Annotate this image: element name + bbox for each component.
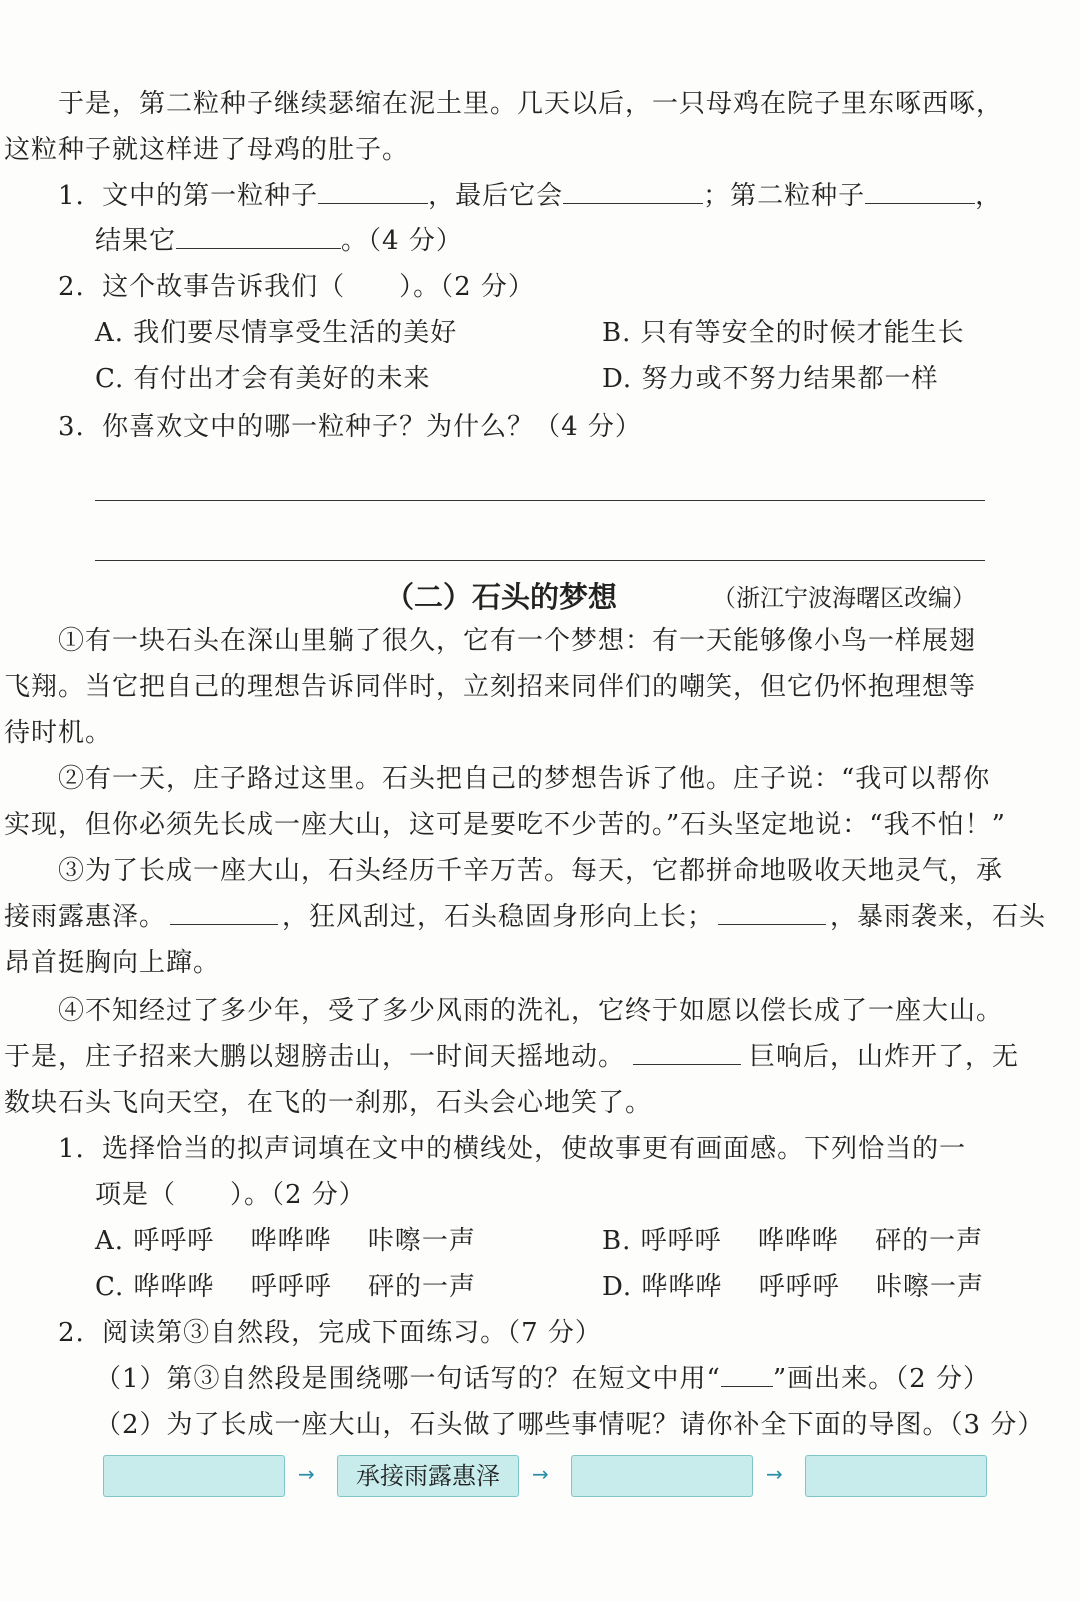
paragraph-text: 接雨露惠泽。 xyxy=(4,902,167,932)
section-source: （浙江宁波海曙区改编） xyxy=(712,584,976,612)
question-text: ”画出来。（2 分） xyxy=(772,1364,990,1394)
question-3 xyxy=(58,410,642,444)
arrow-right-icon: → xyxy=(766,1462,783,1486)
option-d[interactable]: D. 哗哗哗 呼呼呼 咔嚓一声 xyxy=(602,1272,984,1302)
passage1-line: 于是，第二粒种子继续瑟缩在泥土里。几天以后，一只母鸡在院子里东啄西啄， xyxy=(58,89,1004,119)
paragraph-line: ③为了长成一座大山，石头经历千辛万苦。每天，它都拼命地吸收天地灵气，承 xyxy=(58,856,1004,886)
paragraph-line: 昂首挺胸向上蹿。 xyxy=(4,948,221,978)
flow-box-filled: 承接雨露惠泽 xyxy=(337,1455,519,1497)
option-a[interactable]: A. 呼呼呼 哗哗哗 咔嚓一声 xyxy=(95,1226,476,1256)
underline-sample xyxy=(721,1362,773,1387)
option-b[interactable]: B. 呼呼呼 哗哗哗 砰的一声 xyxy=(602,1226,984,1256)
answer-blank[interactable] xyxy=(318,179,428,204)
option-b[interactable]: B. 只有等安全的时候才能生长 xyxy=(602,318,965,348)
paragraph-line: ④不知经过了多少年，受了多少风雨的洗礼，它终于如愿以偿长成了一座大山。 xyxy=(58,996,1004,1026)
option-a[interactable]: A. 我们要尽情享受生活的美好 xyxy=(95,318,458,348)
question-text: 阅读第③自然段，完成下面练习。（7 分） xyxy=(102,1318,602,1348)
option-c[interactable]: C. 哗哗哗 呼呼呼 砰的一声 xyxy=(95,1272,477,1302)
answer-blank[interactable] xyxy=(563,179,703,204)
question-number: 3. xyxy=(58,412,85,442)
paragraph-line: 实现，但你必须先长成一座大山，这可是要吃不少苦的。”石头坚定地说：“我不怕！” xyxy=(4,810,1006,840)
sub-question-1 xyxy=(95,1362,990,1396)
question-text: 你喜欢文中的哪一粒种子？为什么？（4 分） xyxy=(102,412,642,442)
paragraph-text: ，狂风刮过，石头稳固身形向上长； xyxy=(282,902,715,932)
passage1-line: 这粒种子就这样进了母鸡的肚子。 xyxy=(4,135,410,165)
answer-blank[interactable] xyxy=(176,224,341,249)
paragraph-text: 于是，庄子招来大鹏以翅膀击山，一时间天摇地动。 xyxy=(4,1042,626,1072)
question-text: 项是（ ）。（2 分） xyxy=(95,1180,366,1210)
flow-box-empty[interactable] xyxy=(571,1455,753,1497)
option-c[interactable]: C. 有付出才会有美好的未来 xyxy=(95,364,431,394)
question-1 xyxy=(58,179,1002,213)
paragraph-line: 飞翔。当它把自己的理想告诉同伴时，立刻招来同伴们的嘲笑，但它仍怀抱理想等 xyxy=(4,672,977,702)
question-number: 2. xyxy=(58,272,85,302)
paragraph-line xyxy=(4,900,1046,934)
flow-box-empty[interactable] xyxy=(103,1455,285,1497)
paragraph-text: ，暴雨袭来，石头 xyxy=(830,902,1047,932)
question-text: 选择恰当的拟声词填在文中的横线处，使故事更有画面感。下列恰当的一 xyxy=(102,1134,967,1164)
paragraph-line: 数块石头飞向天空，在飞的一刹那，石头会心地笑了。 xyxy=(4,1088,653,1118)
answer-line[interactable] xyxy=(95,500,985,501)
section-title: （二）石头的梦想 xyxy=(385,580,618,614)
question-score: 。（4 分） xyxy=(341,226,463,256)
question-text: （1）第③自然段是围绕哪一句话写的？在短文中用“ xyxy=(95,1364,721,1394)
paragraph-line: ②有一天，庄子路过这里。石头把自己的梦想告诉了他。庄子说：“我可以帮你 xyxy=(58,764,991,794)
answer-blank[interactable] xyxy=(865,179,975,204)
sub-question-2: （2）为了长成一座大山，石头做了哪些事情呢？请你补全下面的导图。（3 分） xyxy=(95,1410,1045,1440)
flow-box-empty[interactable] xyxy=(805,1455,987,1497)
paragraph-line: 待时机。 xyxy=(4,718,113,748)
question-number: 1. xyxy=(58,181,85,211)
answer-blank[interactable] xyxy=(170,900,278,925)
paragraph-line: ①有一块石头在深山里躺了很久，它有一个梦想：有一天能够像小鸟一样展翅 xyxy=(58,626,977,656)
question-1-cont xyxy=(95,224,463,258)
answer-line[interactable] xyxy=(95,560,985,561)
question-text: ，最后它会 xyxy=(428,181,564,211)
question-number: 2. xyxy=(58,1318,85,1348)
question-text: ；第二粒种子 xyxy=(703,181,866,211)
arrow-right-icon: → xyxy=(298,1462,315,1486)
question-2 xyxy=(58,270,535,304)
arrow-right-icon: → xyxy=(532,1462,549,1486)
paragraph-text: 巨响后，山炸开了，无 xyxy=(749,1042,1020,1072)
question-text: ， xyxy=(975,181,1003,211)
answer-blank[interactable] xyxy=(718,900,826,925)
question-5 xyxy=(58,1316,602,1350)
question-text: 这个故事告诉我们（ ）。（2 分） xyxy=(102,272,535,302)
question-number: 1. xyxy=(58,1134,85,1164)
question-text: 结果它 xyxy=(95,226,177,256)
option-d[interactable]: D. 努力或不努力结果都一样 xyxy=(602,364,939,394)
paragraph-line xyxy=(4,1040,1019,1074)
question-4 xyxy=(58,1132,966,1166)
question-text: 文中的第一粒种子 xyxy=(102,181,319,211)
answer-blank[interactable] xyxy=(633,1040,741,1065)
